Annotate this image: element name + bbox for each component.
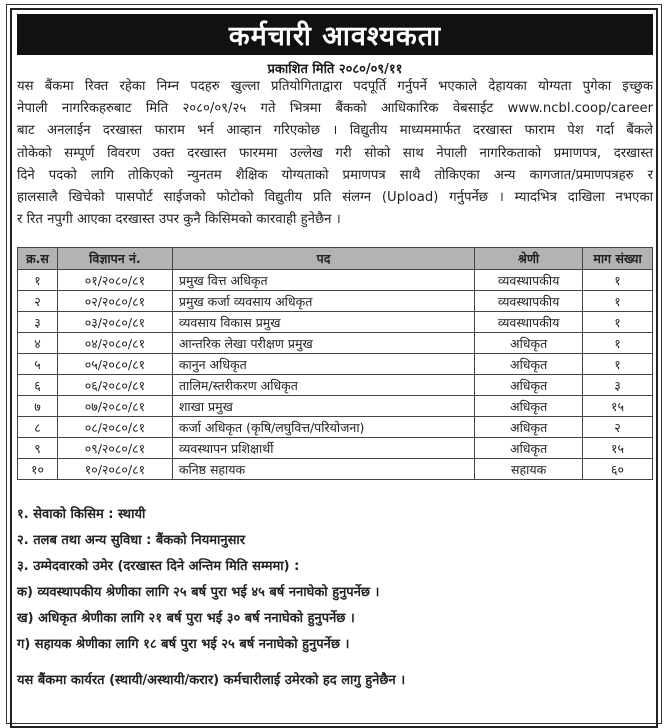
cell-advertisement-no: ०३/२०८०/८१ (57, 312, 172, 333)
cell-advertisement-no: ०१/२०८०/८१ (57, 270, 172, 291)
cell-advertisement-no: १०/२०८०/८१ (57, 459, 172, 480)
table-row (18, 312, 653, 333)
published-date: प्रकाशित मिति २०८०/०९/११ (267, 62, 403, 77)
header-level: श्रेणी (475, 248, 583, 270)
table-row (18, 438, 653, 459)
note-age-heading: ३. उम्मेदवारको उमेर (दरखास्त दिने अन्तिम मिति सम्ममा) : (17, 559, 300, 574)
cell-advertisement-no: ०६/२०८०/८१ (57, 375, 172, 396)
cell-serial-no: ९ (18, 438, 58, 459)
intro-line: र रित नपुगी आएका दरखास्त उपर कुनै किसिमको कारवाही हुनेछैन । (17, 212, 341, 228)
cell-level: अधिकृत (475, 396, 583, 417)
cell-serial-no: १ (18, 270, 58, 291)
cell-post: व्यवसाय विकास प्रमुख (172, 312, 474, 333)
cell-post: कनिष्ठ सहायक (172, 459, 474, 480)
cell-level: अधिकृत (475, 333, 583, 354)
intro-line: दिने पदको लागि तोकिएको न्युनतम शैक्षिक योग्यताको प्रमाणपत्र साथै तोकिएका अन्य कागजात/प्रमाणपत्रहरु र (17, 167, 653, 183)
cell-level: व्यवस्थापकीय (475, 291, 583, 312)
vacancy-table (17, 247, 653, 480)
cell-level: व्यवस्थापकीय (475, 312, 583, 333)
cell-post: व्यवस्थापन प्रशिक्षार्थी (172, 438, 474, 459)
cell-demand-count: ३ (583, 375, 653, 396)
cell-post: कानुन अधिकृत (172, 354, 474, 375)
cell-post: आन्तरिक लेखा परीक्षण प्रमुख (172, 333, 474, 354)
cell-demand-count: १ (583, 270, 653, 291)
intro-line: बाट अनलाईन दरखास्त फाराम भर्न आव्हान गरिएकोछ । विद्युतीय माध्यममार्फत दरखास्त फाराम पेश गर्दा बैंकले (17, 123, 653, 139)
cell-serial-no: ७ (18, 396, 58, 417)
cell-serial-no: ८ (18, 417, 58, 438)
header-advertisement-no: विज्ञापन नं. (57, 248, 172, 270)
cell-serial-no: ३ (18, 312, 58, 333)
cell-post: तालिम/स्तरीकरण अधिकृत (172, 375, 474, 396)
cell-demand-count: १५ (583, 396, 653, 417)
cell-advertisement-no: ०४/२०८०/८१ (57, 333, 172, 354)
intro-line: तोकेको सम्पूर्ण विवरण उक्त दरखास्त फारममा उल्लेख गरी सोको साथ नेपाली नागरिकताको प्रमाणपत्र, दरखास्त (17, 145, 653, 161)
cell-level: अधिकृत (475, 417, 583, 438)
cell-serial-no: १० (18, 459, 58, 480)
table-row (18, 396, 653, 417)
cell-demand-count: २ (583, 417, 653, 438)
table-row (18, 270, 653, 291)
table-row (18, 291, 653, 312)
cell-post: शाखा प्रमुख (172, 396, 474, 417)
header-demand-count: माग संख्या (583, 248, 653, 270)
intro-line-with-url: नेपाली नागरिकहरुबाट मिति २०८०/०९/२५ गते भित्रमा बैंकको आधिकारिक वेबसाईट www.ncbl.coop/career (17, 101, 653, 117)
header-serial-no: क्र.स (18, 248, 58, 270)
table-header-row (18, 248, 653, 270)
cell-demand-count: १ (583, 312, 653, 333)
table-row (18, 375, 653, 396)
note-service-type: १. सेवाको किसिम : स्थायी (17, 507, 146, 522)
table-row (18, 417, 653, 438)
cell-serial-no: ६ (18, 375, 58, 396)
cell-advertisement-no: ०७/२०८०/८१ (57, 396, 172, 417)
cell-serial-no: ५ (18, 354, 58, 375)
table-row (18, 354, 653, 375)
cell-demand-count: ६० (583, 459, 653, 480)
cell-serial-no: ४ (18, 333, 58, 354)
cell-level: अधिकृत (475, 354, 583, 375)
cell-demand-count: १ (583, 291, 653, 312)
cell-advertisement-no: ०८/२०८०/८१ (57, 417, 172, 438)
notice-title: कर्मचारी आवश्यकता (17, 14, 653, 55)
cell-level: सहायक (475, 459, 583, 480)
table-row (18, 333, 653, 354)
note-age-exemption: यस बैंकमा कार्यरत (स्थायी/अस्थायी/करार) कर्मचारीलाई उमेरको हद लागु हुनेछैन । (17, 673, 406, 688)
intro-line: यस बैंकमा रिक्त रहेका निम्न पदहरु खुल्ला प्रतियोगिताद्वारा पदपूर्ति गर्नुपर्ने भएकाले देहायका योग्यता पुगेका इच्छुक (17, 79, 653, 94)
cell-post: कर्जा अधिकृत (कृषि/लघुवित्त/परियोजना) (172, 417, 474, 438)
cell-advertisement-no: ०९/२०८०/८१ (57, 438, 172, 459)
cell-level: अधिकृत (475, 375, 583, 396)
table-row (18, 459, 653, 480)
cell-demand-count: १ (583, 354, 653, 375)
note-age-managerial: क) व्यवस्थापकीय श्रेणीका लागि २५ बर्ष पुरा भई ४५ बर्ष ननाघेको हुनुपर्नेछ । (17, 585, 380, 600)
intro-paragraph (17, 76, 653, 231)
cell-demand-count: १ (583, 333, 653, 354)
intro-line: हालसालै खिचेको पासपोर्ट साईजको फोटोको विद्युतीय प्रति संलग्न (Upload) गर्नुपर्नेछ । म्यादभित्र दाखिला नभएका (17, 190, 653, 206)
cell-level: व्यवस्थापकीय (475, 270, 583, 291)
cell-level: अधिकृत (475, 438, 583, 459)
cell-advertisement-no: ०५/२०८०/८१ (57, 354, 172, 375)
cell-advertisement-no: ०२/२०८०/८१ (57, 291, 172, 312)
notes-section (17, 502, 653, 694)
cell-post: प्रमुख कर्जा व्यवसाय अधिकृत (172, 291, 474, 312)
cell-demand-count: १५ (583, 438, 653, 459)
cell-post: प्रमुख वित्त अधिकृत (172, 270, 474, 291)
note-age-officer: ख) अधिकृत श्रेणीका लागि २१ बर्ष पुरा भई ३० बर्ष ननाघेको हुनुपर्नेछ । (17, 611, 355, 626)
header-post: पद (172, 248, 474, 270)
cell-serial-no: २ (18, 291, 58, 312)
note-salary: २. तलब तथा अन्य सुविधा : बैंकको नियमानुसार (17, 533, 246, 548)
note-age-assistant: ग) सहायक श्रेणीका लागि १८ बर्ष पुरा भई २५ बर्ष ननाघेको हुनुपर्नेछ । (17, 637, 350, 652)
